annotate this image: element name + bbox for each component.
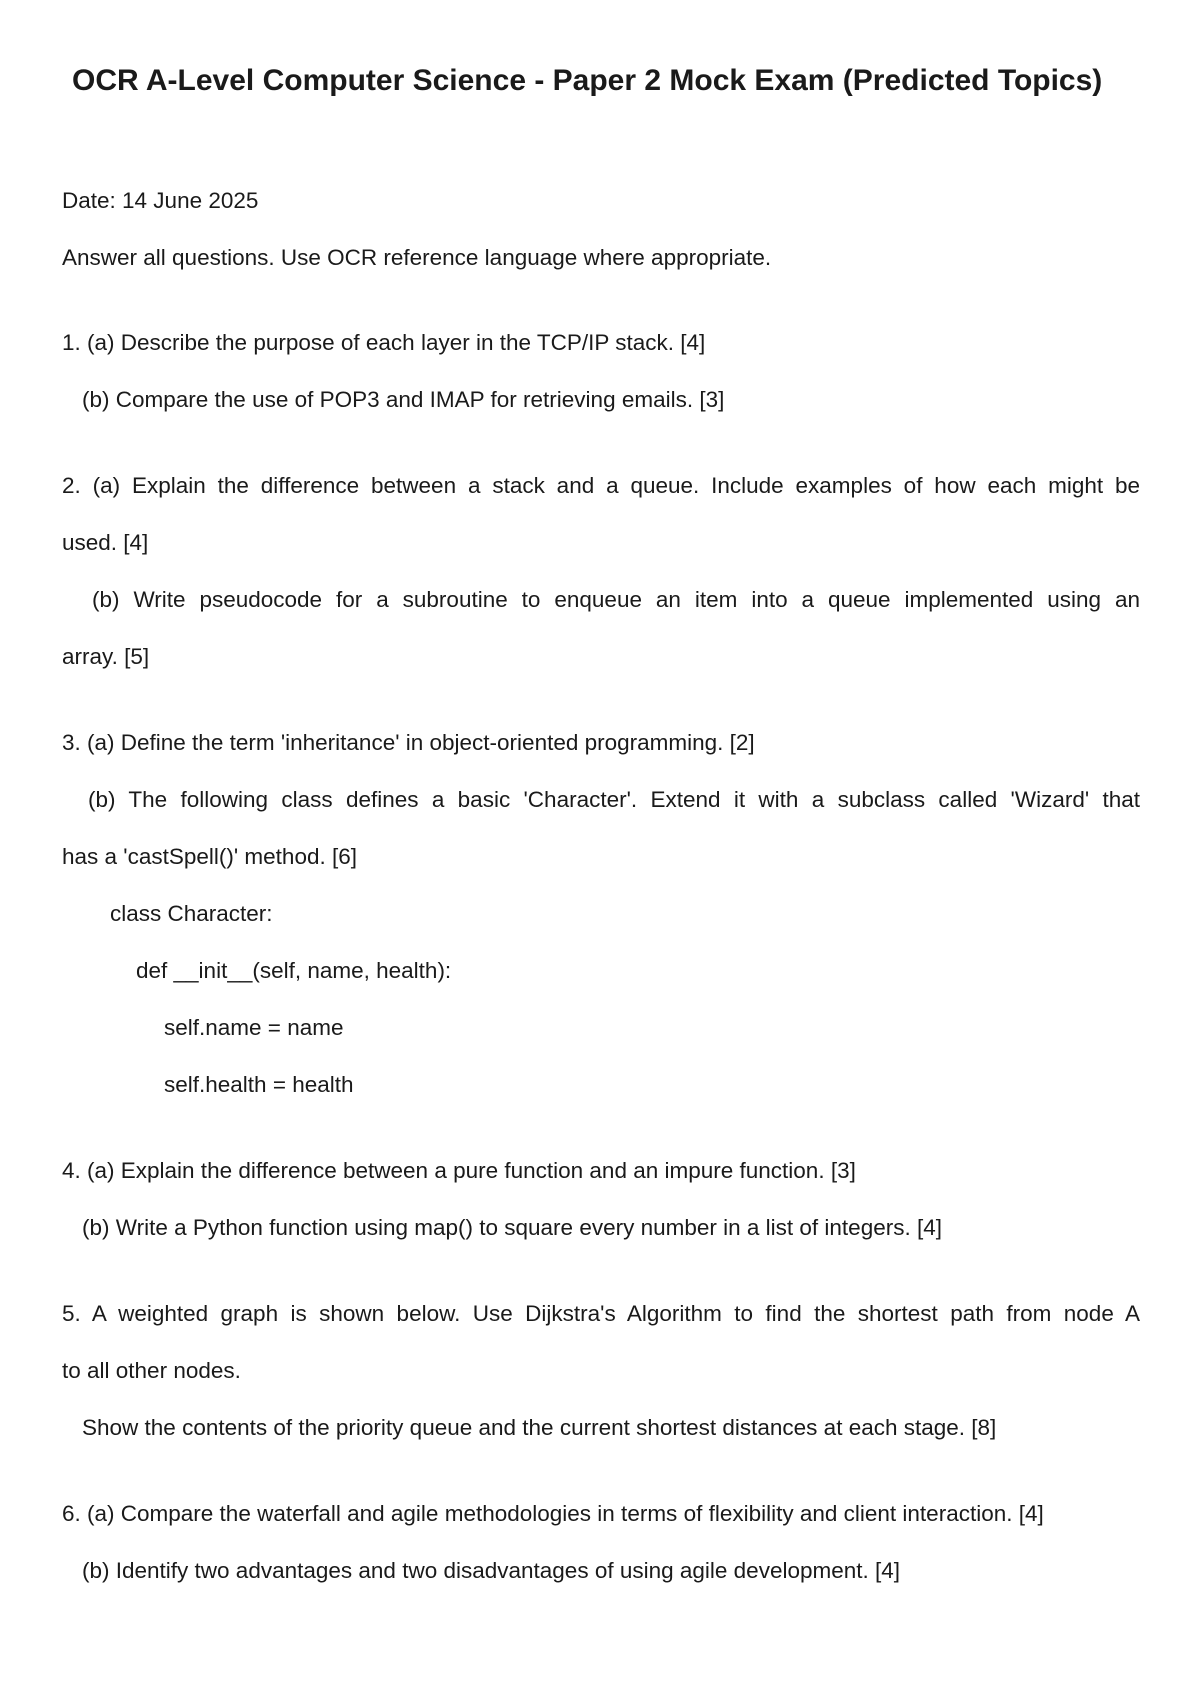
code-line: self.name = name [164, 1015, 344, 1040]
question-2b-line-2: array. [5] [62, 644, 150, 669]
question-2a-line-1: 2. (a) Explain the difference between a stack and a queue. Include examples of how each might be [62, 473, 1140, 498]
question-4a: 4. (a) Explain the difference between a pure function and an impure function. [3] [62, 1158, 856, 1183]
code-line: class Character: [110, 901, 273, 926]
question-3b-line-1: (b) The following class defines a basic 'Character'. Extend it with a subclass called 'Wizard' that [88, 787, 1140, 812]
question-2b-line-1: (b) Write pseudocode for a subroutine to enqueue an item into a queue implemented using an [92, 587, 1140, 612]
code-line: self.health = health [164, 1072, 354, 1097]
question-6a: 6. (a) Compare the waterfall and agile methodologies in terms of flexibility and client interaction. [4] [62, 1501, 1044, 1526]
date-line: Date: 14 June 2025 [62, 188, 259, 213]
page-title: OCR A-Level Computer Science - Paper 2 Mock Exam (Predicted Topics) [72, 64, 1103, 97]
question-5-line-3: Show the contents of the priority queue and the current shortest distances at each stage. [8] [82, 1415, 997, 1440]
question-1a: 1. (a) Describe the purpose of each layer in the TCP/IP stack. [4] [62, 330, 706, 355]
question-4b: (b) Write a Python function using map() to square every number in a list of integers. [4] [82, 1215, 942, 1240]
question-6b: (b) Identify two advantages and two disadvantages of using agile development. [4] [82, 1558, 901, 1583]
question-2a-line-2: used. [4] [62, 530, 149, 555]
question-3a: 3. (a) Define the term 'inheritance' in object-oriented programming. [2] [62, 730, 755, 755]
question-5-line-2: to all other nodes. [62, 1358, 241, 1383]
question-5-line-1: 5. A weighted graph is shown below. Use Dijkstra's Algorithm to find the shortest path from node A [62, 1301, 1140, 1326]
question-1b: (b) Compare the use of POP3 and IMAP for retrieving emails. [3] [82, 387, 725, 412]
question-3b-line-2: has a 'castSpell()' method. [6] [62, 844, 357, 869]
code-line: def __init__(self, name, health): [136, 958, 452, 983]
instructions: Answer all questions. Use OCR reference language where appropriate. [62, 245, 772, 270]
